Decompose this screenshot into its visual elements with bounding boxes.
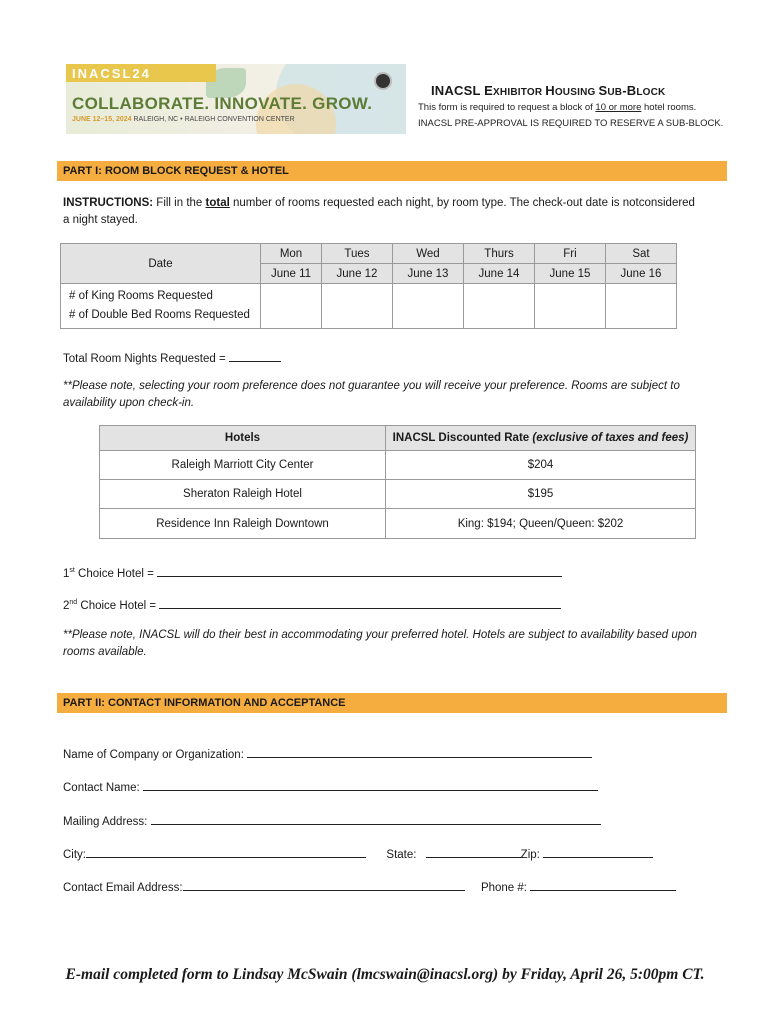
banner-location: RALEIGH, NC • RALEIGH CONVENTION CENTER <box>133 116 295 123</box>
state-field[interactable] <box>426 845 521 858</box>
rate-col-header: INACSL Discounted Rate (exclusive of taxes and fees) <box>386 426 696 451</box>
mailing-address-row: Mailing Address: <box>63 812 703 831</box>
row-label-king-rooms: # of King Rooms Requested # of Double Bed Rooms Requested <box>61 284 261 329</box>
banner-tag: INACSL24 <box>72 66 151 81</box>
zip-field[interactable] <box>543 845 653 858</box>
input-cell-tues[interactable] <box>322 284 393 329</box>
date-thurs: June 14 <box>464 264 535 284</box>
total-room-nights-field[interactable] <box>229 349 281 362</box>
part1-heading: PART I: ROOM BLOCK REQUEST & HOTEL <box>57 161 727 181</box>
contact-name-row: Contact Name: <box>63 778 703 797</box>
banner-slogan: COLLABORATE. INNOVATE. GROW. <box>72 94 373 113</box>
input-cell-wed[interactable] <box>393 284 464 329</box>
date-sat: June 16 <box>606 264 677 284</box>
hotel-name: Raleigh Marriott City Center <box>100 451 386 480</box>
contact-name-field[interactable] <box>143 778 598 791</box>
hotel-name: Sheraton Raleigh Hotel <box>100 480 386 509</box>
second-choice-hotel-field[interactable] <box>159 596 561 609</box>
date-fri: June 15 <box>535 264 606 284</box>
day-tues: Tues <box>322 244 393 264</box>
date-tues: June 12 <box>322 264 393 284</box>
first-choice-hotel: 1st Choice Hotel = <box>63 562 703 583</box>
day-mon: Mon <box>261 244 322 264</box>
day-sat: Sat <box>606 244 677 264</box>
first-choice-hotel-field[interactable] <box>157 564 562 577</box>
day-fri: Fri <box>535 244 606 264</box>
banner-dates: JUNE 12–15, 2024 <box>72 116 132 123</box>
hotel-rates-table <box>99 425 696 539</box>
room-preference-note: **Please note, selecting your room preference does not guarantee you will receive your preference. Rooms are subject to availability upon check-in. <box>63 380 680 409</box>
city-state-zip-row: City: State: Zip: <box>63 845 703 864</box>
submission-instructions: E-mail completed form to Lindsay McSwain (lmcswain@inacsl.org) by Friday, April 26, 5:00pm CT. <box>65 966 705 983</box>
room-request-table <box>60 243 677 329</box>
hotel-rate: King: $194; Queen/Queen: $202 <box>386 509 696 539</box>
input-cell-thurs[interactable] <box>464 284 535 329</box>
header-approval-line: INACSL PRE-APPROVAL IS REQUIRED TO RESERVE A SUB-BLOCK. <box>418 118 724 129</box>
date-mon: June 11 <box>261 264 322 284</box>
input-cell-sat[interactable] <box>606 284 677 329</box>
hotel-name: Residence Inn Raleigh Downtown <box>100 509 386 539</box>
instructions: INSTRUCTIONS: Fill in the total number of rooms requested each night, by room type. The check-out date is notconsidered a night stayed. <box>63 197 695 226</box>
phone-field[interactable] <box>530 878 676 891</box>
conference-banner-logo <box>66 64 406 134</box>
input-cell-fri[interactable] <box>535 284 606 329</box>
day-thurs: Thurs <box>464 244 535 264</box>
total-room-nights: Total Room Nights Requested = <box>63 349 703 368</box>
mailing-address-field[interactable] <box>151 812 601 825</box>
hotel-preference-note: **Please note, INACSL will do their best in accommodating your preferred hotel. Hotels are subject to availability based upon rooms available. <box>63 629 697 658</box>
date-header: Date <box>61 244 261 284</box>
date-wed: June 13 <box>393 264 464 284</box>
header-requirement-line: This form is required to request a block of 10 or more hotel rooms. <box>418 102 697 113</box>
email-phone-row: Contact Email Address: Phone #: <box>63 878 703 897</box>
hotels-col-header: Hotels <box>100 426 386 451</box>
form-title: INACSL EXHIBITOR HOUSING SUB-BLOCK <box>431 83 666 98</box>
hotel-rate: $195 <box>386 480 696 509</box>
company-field[interactable] <box>247 745 592 758</box>
hotel-rate: $204 <box>386 451 696 480</box>
part2-heading: PART II: CONTACT INFORMATION AND ACCEPTANCE <box>57 693 727 713</box>
banner-subtitle <box>72 116 295 123</box>
email-field[interactable] <box>183 878 465 891</box>
company-row: Name of Company or Organization: <box>63 745 703 764</box>
seal-icon <box>374 72 392 90</box>
day-wed: Wed <box>393 244 464 264</box>
city-field[interactable] <box>86 845 366 858</box>
input-cell-mon[interactable] <box>261 284 322 329</box>
second-choice-hotel: 2nd Choice Hotel = <box>63 594 703 615</box>
